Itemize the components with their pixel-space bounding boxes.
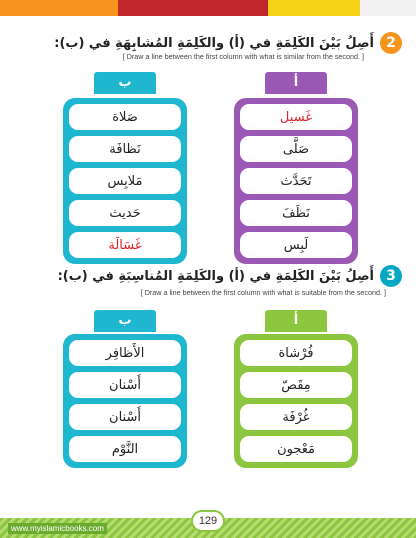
exercise3-column-a-frame <box>234 334 358 468</box>
exercise3-a-item-3[interactable]: غُرْفَة <box>240 404 352 430</box>
exercise2-b-item-4[interactable]: حَديث <box>69 200 181 226</box>
exercise3-a-item-1[interactable]: فُرْشاة <box>240 340 352 366</box>
exercise2-column-b-header: ب <box>94 72 156 94</box>
exercise2-a-item-3[interactable]: تَحَدَّث <box>240 168 352 194</box>
exercise2-title <box>54 32 402 54</box>
exercise3-column-b-frame <box>63 334 187 468</box>
exercise3-number-badge: 3 <box>380 265 402 287</box>
exercise2-a-item-4[interactable]: نَظَفَ <box>240 200 352 226</box>
footer-website[interactable]: www.myislamicbooks.com <box>8 523 107 534</box>
top-bar-red <box>118 0 268 16</box>
exercise2-b-item-2[interactable]: نَظافَة <box>69 136 181 162</box>
exercise3-b-item-3[interactable]: أَسْنان <box>69 404 181 430</box>
exercise3-b-item-2[interactable]: أَسْنان <box>69 372 181 398</box>
exercise3-title <box>58 265 402 287</box>
top-bar-orange <box>0 0 118 16</box>
page-number: 129 <box>191 510 225 532</box>
exercise3-column-a-header: أ <box>265 310 327 332</box>
exercise2-arabic-instruction: أَصِلُ بَيْنَ الكَلِمَةِ في (أ) والكَلِمَةِ المُشابِهَةِ في (ب): <box>54 35 374 51</box>
exercise2-a-item-2[interactable]: صَلَّى <box>240 136 352 162</box>
exercise3-english-instruction: [ Draw a line between the first column with what is suitable from the second. ] <box>140 288 386 297</box>
exercise3-a-item-2[interactable]: مِقَصّ <box>240 372 352 398</box>
exercise2-column-a-frame <box>234 98 358 264</box>
exercise3-a-item-4[interactable]: مَعْجون <box>240 436 352 462</box>
exercise3-arabic-instruction: أَصِلُ بَيْنَ الكَلِمَةِ في (أ) والكَلِمَةِ المُناسِبَةِ في (ب): <box>57 268 374 284</box>
exercise2-b-item-1[interactable]: صَلاة <box>69 104 181 130</box>
exercise2-a-item-5[interactable]: لَبِس <box>240 232 352 258</box>
exercise2-b-item-5[interactable]: غَسَالَة <box>69 232 181 258</box>
exercise3-column-b-header: ب <box>94 310 156 332</box>
exercise2-column-b-frame <box>63 98 187 264</box>
exercise2-b-item-3[interactable]: مَلابِس <box>69 168 181 194</box>
top-bar-light <box>360 0 416 16</box>
exercise2-a-item-1[interactable]: غَسيل <box>240 104 352 130</box>
top-bar-yellow <box>268 0 360 16</box>
exercise3-b-item-1[interactable]: الأَظافِر <box>69 340 181 366</box>
exercise2-number-badge: 2 <box>380 32 402 54</box>
exercise2-column-a-header: أ <box>265 72 327 94</box>
top-color-bar <box>0 0 416 16</box>
exercise3-b-item-4[interactable]: النَّوْم <box>69 436 181 462</box>
exercise2-english-instruction: [ Draw a line between the first column with what is similar from the second. ] <box>122 52 364 61</box>
